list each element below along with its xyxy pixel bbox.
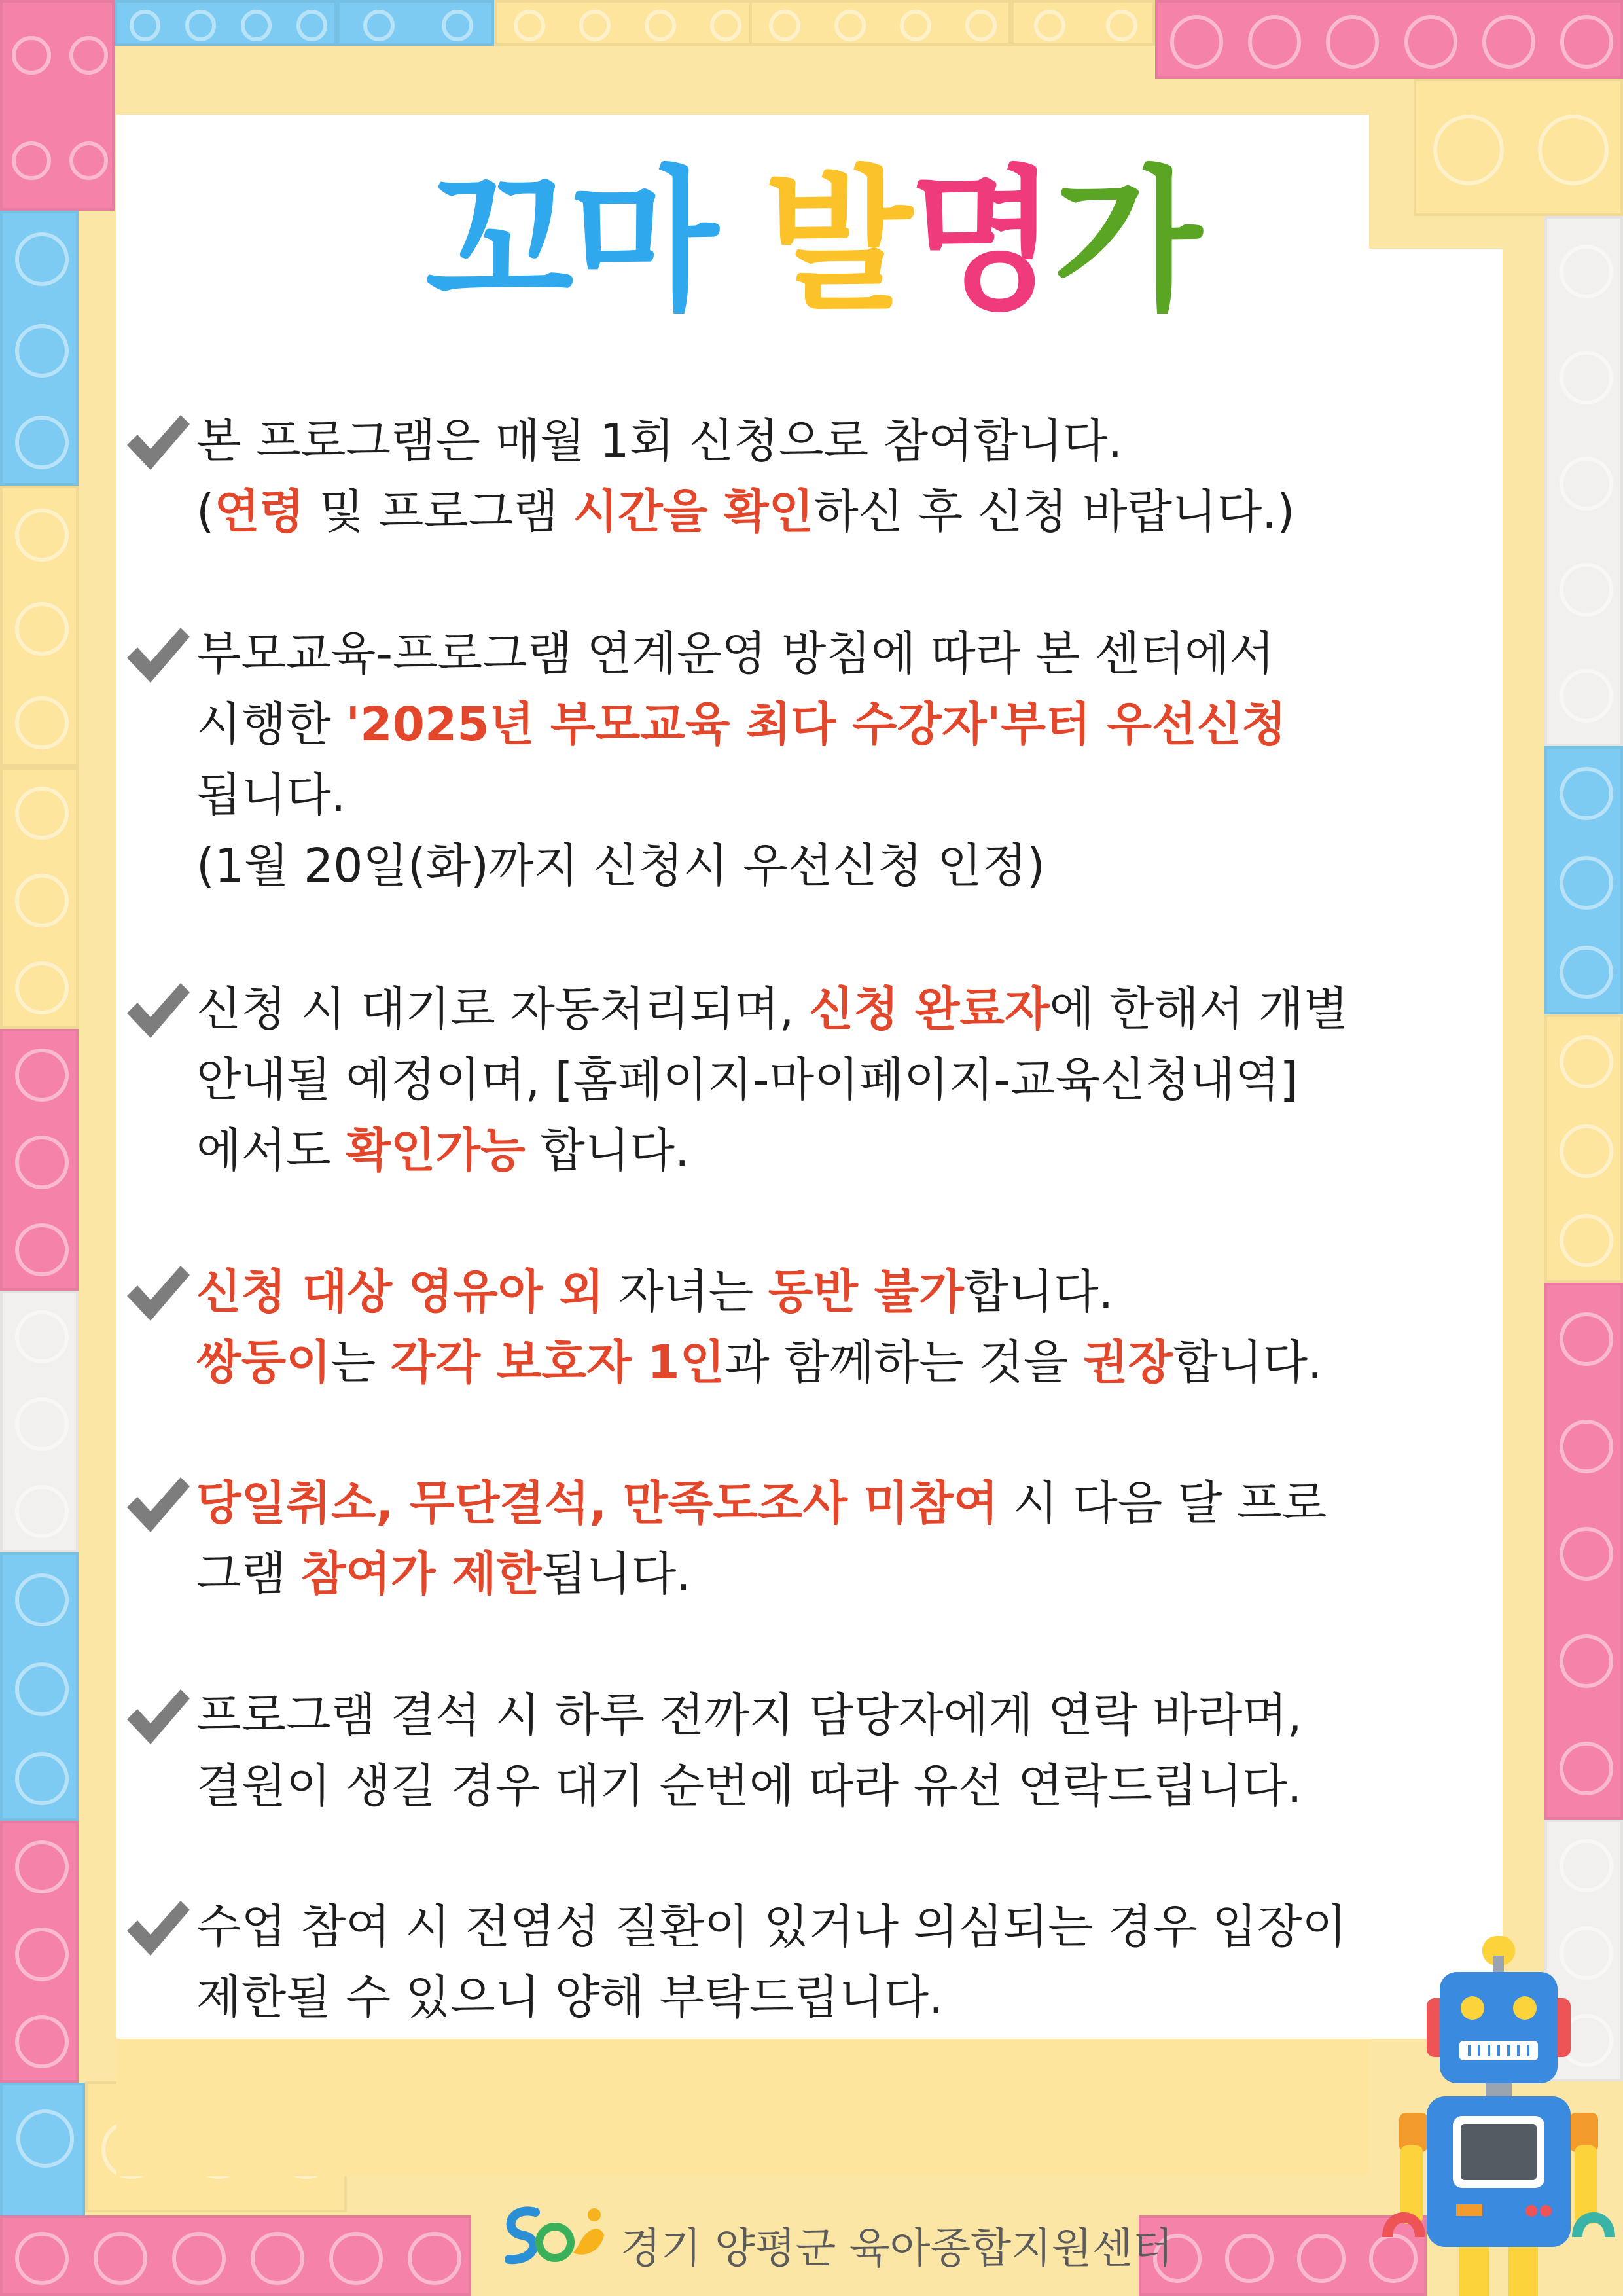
highlighted-text: 각각 보호자 1인 — [390, 1335, 725, 1390]
brick-top-c — [494, 0, 756, 46]
brick-stud — [130, 10, 161, 41]
brick-stud — [15, 787, 69, 840]
brick-stud — [15, 416, 69, 469]
title-part: 발 — [764, 152, 909, 331]
highlighted-text: 확인가능 — [346, 1123, 526, 1177]
brick-stud — [15, 1928, 69, 1981]
title-part: 명 — [908, 152, 1054, 331]
brick-stud — [1560, 351, 1613, 404]
notice-text: ( — [196, 484, 215, 539]
brick-stud — [15, 1662, 69, 1716]
brick-stud — [15, 1397, 69, 1451]
highlighted-text: 동반 불가 — [768, 1265, 964, 1319]
footer — [496, 2199, 1173, 2273]
notice-text: 프로그램 결석 시 하루 전까지 담당자에게 연락 바라며, — [196, 1688, 1302, 1742]
brick-stud — [15, 1223, 69, 1277]
brick-stud — [965, 10, 997, 41]
brick-stud — [1482, 15, 1535, 68]
center-logo-icon — [496, 2199, 607, 2271]
notice-text: 시행한 — [196, 697, 346, 751]
notice-text: 합니다. — [525, 1123, 690, 1177]
notice-text: 결원이 생길 경우 대기 순번에 따라 유선 연락드립니다. — [196, 1759, 1302, 1813]
brick-stud — [1560, 1839, 1613, 1893]
brick-stud — [296, 10, 328, 41]
brick-stud — [514, 10, 545, 41]
brick-stud — [15, 1485, 69, 1539]
check-icon — [123, 979, 192, 1041]
notice-text: 에서도 — [196, 1123, 346, 1177]
brick-stud — [710, 10, 741, 41]
brick-stud — [15, 874, 69, 927]
notice-item-3 — [196, 974, 1348, 1186]
brick-stud — [1034, 10, 1065, 41]
notice-text: 제한될 수 있으니 양해 부탁드립니다. — [196, 1970, 944, 2024]
notice-item-6 — [196, 1680, 1302, 1821]
notice-item-7 — [196, 1892, 1347, 2033]
brick-stud — [1560, 767, 1613, 821]
brick-stud — [1326, 15, 1379, 68]
brick-right-3 — [1544, 1014, 1623, 1283]
brick-right-2 — [1544, 746, 1623, 1014]
brick-left-6 — [0, 1552, 79, 1821]
notice-text: 합니다. — [1173, 1335, 1323, 1390]
notice-item-1 — [196, 406, 1294, 547]
notice-text: 에 한해서 개별 — [1049, 982, 1349, 1036]
notice-text: 됩니다. — [541, 1547, 691, 1601]
check-icon — [123, 1262, 192, 1324]
brick-stud — [834, 10, 866, 41]
brick-stud — [1560, 856, 1613, 910]
highlighted-text: 권장 — [1083, 1335, 1173, 1390]
brick-stud — [15, 1310, 69, 1364]
brick-right-4 — [1544, 1283, 1623, 1820]
brick-stud — [15, 1840, 69, 1894]
brick-top-d — [749, 0, 1011, 46]
notice-item-5 — [196, 1468, 1327, 1609]
title-part: 가 — [1053, 152, 1198, 331]
brick-stud — [1560, 946, 1613, 999]
brick-stud — [769, 10, 800, 41]
notice-text: 는 — [330, 1335, 391, 1390]
brick-stud — [442, 10, 473, 41]
notice-text: (1월 20일(화)까지 신청시 우선신청 인정) — [196, 838, 1045, 893]
brick-stud — [1225, 2234, 1274, 2283]
brick-stud — [1170, 15, 1223, 68]
brick-stud — [185, 10, 217, 41]
notice-text: 본 프로그램은 매월 1회 신청으로 참여합니다. — [196, 414, 1123, 468]
notice-item-4 — [196, 1257, 1323, 1398]
brick-top-b — [337, 0, 494, 46]
brick-stud — [1560, 1420, 1613, 1473]
notice-text: 합니다. — [963, 1265, 1114, 1319]
notice-text: 과 함께하는 것을 — [724, 1335, 1084, 1390]
brick-left-4 — [0, 1029, 79, 1291]
notice-text: 및 프로그램 — [304, 484, 573, 539]
brick-stud — [251, 2232, 304, 2286]
brick-stud — [1560, 1742, 1613, 1795]
highlighted-text: 신청 대상 영유아 외 — [196, 1265, 604, 1319]
notice-text: 수업 참여 시 전염성 질환이 있거나 의심되는 경우 입장이 — [196, 1899, 1347, 1954]
brick-stud — [1297, 2234, 1346, 2283]
brick-stud — [579, 10, 611, 41]
brick-left-2 — [0, 486, 79, 767]
notice-text: 됩니다. — [196, 768, 346, 822]
notice-text: 시 다음 달 프로 — [998, 1476, 1327, 1530]
brick-top-right — [1155, 0, 1623, 79]
brick-stud — [15, 324, 69, 378]
highlighted-text: 연령 — [214, 484, 304, 539]
brick-stud — [645, 10, 676, 41]
brick-stud — [15, 1136, 69, 1189]
highlighted-text: 시간을 확인 — [573, 484, 814, 539]
brick-left-7 — [0, 1821, 79, 2083]
page-title — [0, 152, 1623, 331]
notice-text: 신청 시 대기로 자동처리되며, — [196, 982, 809, 1036]
brick-stud — [1560, 1214, 1613, 1268]
brick-stud — [1248, 15, 1301, 68]
brick-stud — [172, 2232, 226, 2286]
brick-stud — [1560, 457, 1613, 511]
brick-stud — [15, 1049, 69, 1102]
brick-stud — [241, 10, 272, 41]
highlighted-text: 신청 완료자 — [808, 982, 1050, 1036]
brick-stud — [15, 1573, 69, 1627]
brick-left-5 — [0, 1291, 79, 1552]
check-icon — [123, 1685, 192, 1748]
check-icon — [123, 411, 192, 473]
brick-stud — [1404, 15, 1457, 68]
highlighted-text: 쌍둥이 — [196, 1335, 331, 1390]
brick-stud — [1560, 1035, 1613, 1089]
brick-stud — [1560, 1527, 1613, 1581]
brick-stud — [1560, 669, 1613, 723]
brick-stud — [16, 2109, 74, 2167]
brick-stud — [363, 10, 395, 41]
brick-stud — [1560, 1124, 1613, 1178]
check-icon — [123, 1897, 192, 1959]
highlighted-text: 참여가 제한 — [300, 1547, 542, 1601]
notice-text: 그램 — [196, 1547, 301, 1601]
center-name: 경기 양평군 육아종합지원센터 — [620, 2225, 1173, 2273]
robot-icon — [1374, 1929, 1623, 2296]
brick-stud — [1106, 10, 1137, 41]
title-part: 꼬마 — [425, 152, 764, 331]
notice-text: 부모교육-프로그램 연계운영 방침에 따라 본 센터에서 — [196, 626, 1275, 681]
brick-stud — [1560, 563, 1613, 617]
highlighted-text: '2025년 부모교육 최다 수강자'부터 우선신청 — [346, 697, 1287, 751]
brick-top-e — [1011, 0, 1155, 46]
brick-stud — [15, 961, 69, 1015]
highlighted-text: 당일취소, 무단결석, 만족도조사 미참여 — [196, 1476, 999, 1530]
notice-text: 자녀는 — [603, 1265, 768, 1319]
notice-text: 하신 후 신청 바랍니다.) — [813, 484, 1295, 539]
brick-stud — [15, 2232, 69, 2286]
brick-stud — [15, 2015, 69, 2069]
brick-stud — [900, 10, 931, 41]
check-icon — [123, 1473, 192, 1535]
notice-text: 안내될 예정이며, [홈페이지-마이페이지-교육신청내역] — [196, 1052, 1298, 1107]
brick-stud — [15, 602, 69, 656]
brick-top-a — [115, 0, 337, 46]
brick-stud — [12, 36, 51, 75]
brick-stud — [329, 2232, 383, 2286]
brick-stud — [15, 1752, 69, 1806]
brick-stud — [1560, 1312, 1613, 1366]
brick-stud — [1560, 15, 1613, 68]
check-icon — [123, 624, 192, 686]
brick-left-3 — [0, 767, 79, 1029]
notice-item-2 — [196, 619, 1287, 901]
brick-stud — [94, 2232, 147, 2286]
brick-stud — [1560, 1634, 1613, 1688]
brick-stud — [15, 509, 69, 562]
brick-stud — [408, 2232, 461, 2286]
brick-stud — [15, 696, 69, 750]
brick-bottom-b — [0, 2215, 471, 2296]
brick-stud — [69, 36, 109, 75]
